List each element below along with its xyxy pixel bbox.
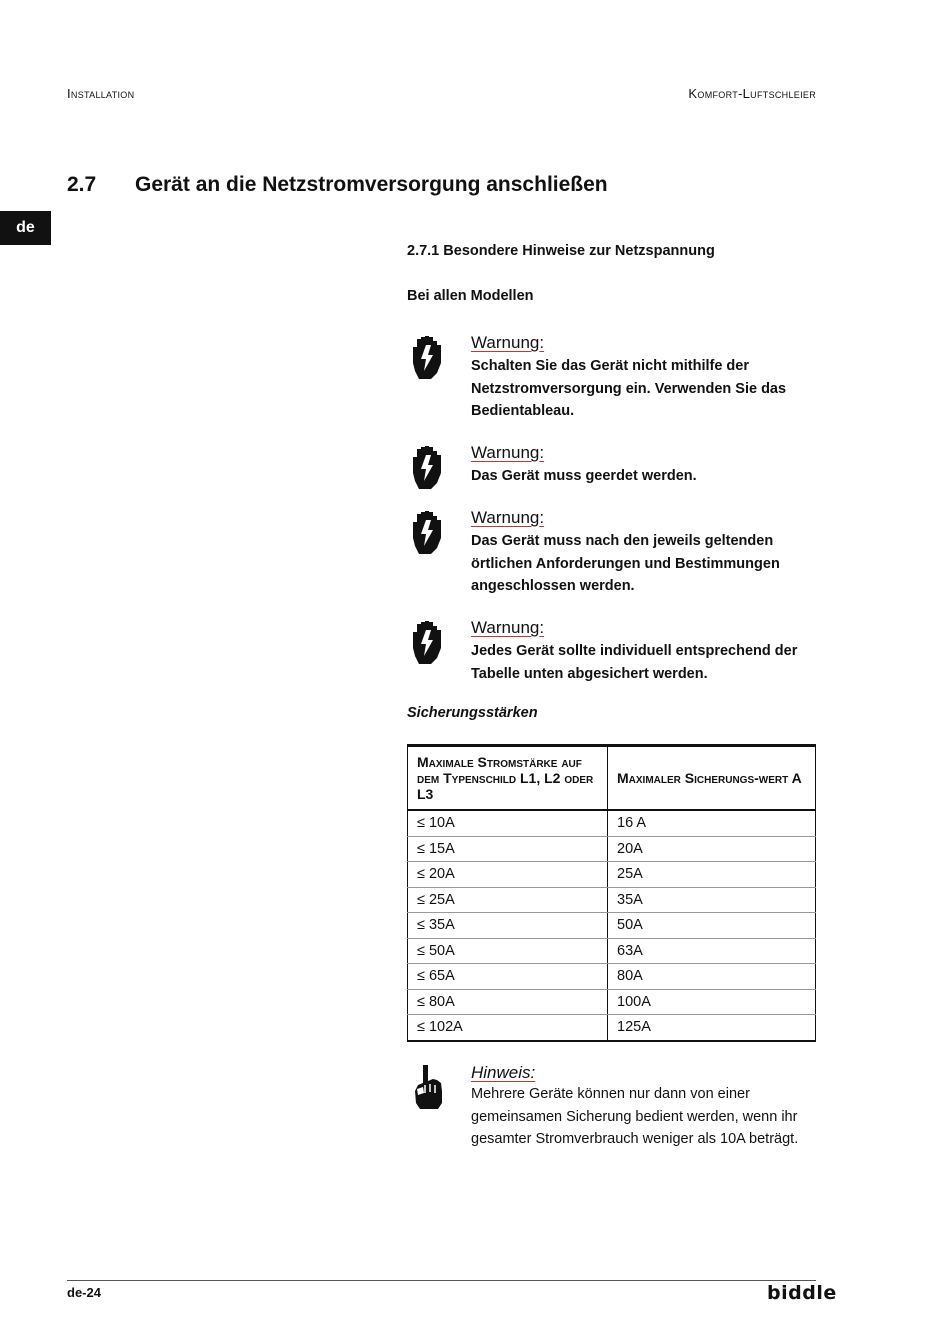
table-row: [408, 836, 816, 862]
table-cell: 80A: [608, 964, 816, 990]
note-title: Hinweis:: [471, 1063, 536, 1082]
table-cell: ≤ 102A: [408, 1015, 608, 1041]
note-text: Mehrere Geräte können nur dann von einer gemeinsamen Sicherung bedient werden, wenn ihr gesamter Stromverbrauch weniger als 10A beträgt.: [471, 1086, 799, 1147]
table-row: [408, 964, 816, 990]
table-cell: 63A: [608, 938, 816, 964]
table-cell: 125A: [608, 1015, 816, 1041]
warning-title: Warnung:: [471, 618, 545, 637]
table-cell: ≤ 20A: [408, 862, 608, 888]
section-number: 2.7: [67, 173, 97, 196]
table-row: [408, 938, 816, 964]
table-cell: 16 A: [608, 810, 816, 836]
table-cell: ≤ 25A: [408, 887, 608, 913]
fuse-rating-table: [407, 744, 816, 1042]
table-cell: ≤ 10A: [408, 810, 608, 836]
warning-hand-icon: [407, 333, 447, 381]
table-cell: ≤ 50A: [408, 938, 608, 964]
warning-title: Warnung:: [471, 508, 545, 527]
models-subheading: Bei allen Modellen: [407, 288, 534, 304]
warning-text: Jedes Gerät sollte individuell entsprechend der Tabelle unten abgesichert werden.: [471, 643, 798, 682]
warning-title: Warnung:: [471, 443, 545, 462]
warning-text: Das Gerät muss geerdet werden.: [471, 468, 697, 484]
table-cell: ≤ 80A: [408, 989, 608, 1015]
table-row: [408, 810, 816, 836]
table-row: [408, 913, 816, 939]
warning-text: Schalten Sie das Gerät nicht mithilfe der Netzstromversorgung ein. Verwenden Sie das Bedientableau.: [471, 358, 787, 419]
warning-hand-icon: [407, 618, 447, 666]
running-header-left: Installation: [67, 86, 135, 101]
column-header-max-current: Maximale Stromstärke auf dem Typenschild L1, L2 oder L3: [408, 746, 608, 811]
table-row: [408, 989, 816, 1015]
table-caption: Sicherungsstärken: [407, 705, 538, 721]
page-number: de-24: [67, 1285, 101, 1300]
warning-title: Warnung:: [471, 333, 545, 352]
table-cell: 20A: [608, 836, 816, 862]
table-row: [408, 1015, 816, 1041]
table-cell: 35A: [608, 887, 816, 913]
table-cell: ≤ 15A: [408, 836, 608, 862]
brand-logo: biddle: [767, 1282, 837, 1304]
table-cell: 25A: [608, 862, 816, 888]
warning-hand-icon: [407, 443, 447, 491]
section-title: Gerät an die Netzstromversorgung anschließen: [135, 173, 608, 196]
table-cell: ≤ 35A: [408, 913, 608, 939]
table-row: [408, 887, 816, 913]
footer-rule: [67, 1280, 816, 1281]
section-heading: [67, 173, 608, 197]
table-header-row: [408, 746, 816, 811]
subsection-title: 2.7.1 Besondere Hinweise zur Netzspannung: [407, 243, 715, 259]
pointing-hand-icon: [411, 1063, 445, 1111]
language-tab: de: [0, 211, 51, 245]
table-cell: ≤ 65A: [408, 964, 608, 990]
warning-text: Das Gerät muss nach den jeweils geltenden örtlichen Anforderungen und Bestimmungen angeschlossen werden.: [471, 533, 780, 594]
table-cell: 50A: [608, 913, 816, 939]
column-header-max-fuse: Maximaler Sicherungs-wert A: [608, 746, 816, 811]
table-cell: 100A: [608, 989, 816, 1015]
running-header-right: Komfort-Luftschleier: [688, 86, 816, 101]
warning-hand-icon: [407, 508, 447, 556]
table-row: [408, 862, 816, 888]
